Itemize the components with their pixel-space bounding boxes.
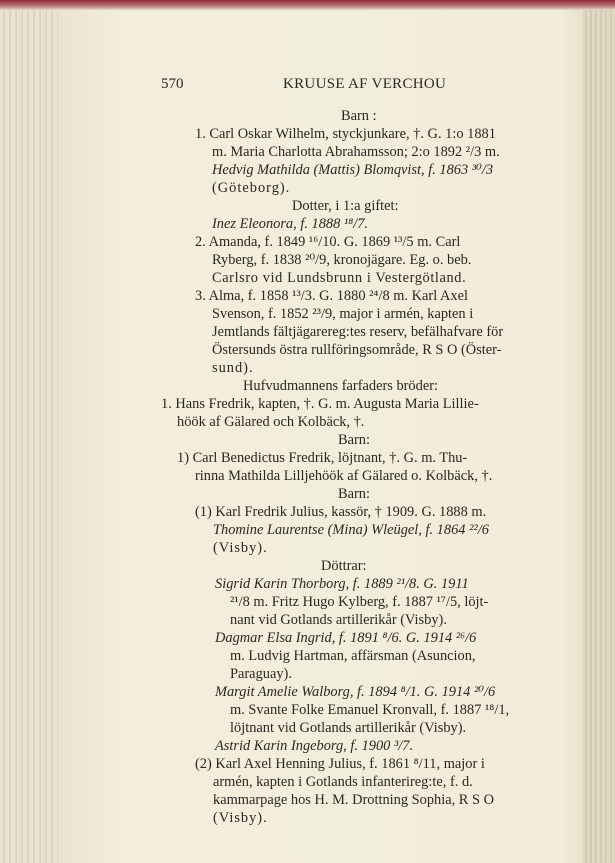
text-line: (1) Karl Fredrik Julius, kassör, † 1909. G. 1888 m. [195,504,487,520]
page-stack-left [0,10,58,863]
text-line: Margit Amelie Walborg, f. 1894 ⁸/1. G. 1914 ²⁰/6 [215,684,496,700]
text-line: sund). [212,360,254,376]
text-line: Ryberg, f. 1838 ²⁰/9, kronojägare. Eg. o. beb. [212,252,472,268]
text-line: 1. Hans Fredrik, kapten, †. G. m. Augusta Maria Lillie- [161,396,479,412]
text-line: Dagmar Elsa Ingrid, f. 1891 ⁸/6. G. 1914 ²⁶/6 [215,630,477,646]
text-line: Dotter, i 1:a giftet: [292,198,399,214]
text-line: m. Svante Folke Emanuel Kronvall, f. 1887 ¹⁸/1, [230,702,510,718]
page-stack-right [583,10,615,863]
text-line: Jemtlands fältjägarereg:tes reserv, befälhafvare för [212,324,504,340]
text-line: 3. Alma, f. 1858 ¹³/3. G. 1880 ²⁴/8 m. Karl Axel [195,288,468,304]
text-line: Barn : [341,108,377,124]
text-line: nant vid Gotlands artillerikår (Visby). [230,612,447,628]
text-line: Astrid Karin Ingeborg, f. 1900 ³/7. [215,738,414,754]
text-line: rinna Mathilda Lilljehöök af Gälared o. Kolbäck, †. [195,468,493,484]
text-line: Hufvudmannens farfaders bröder: [243,378,438,394]
text-line: höök af Gälared och Kolbäck, †. [177,414,365,430]
text-line: 1) Carl Benedictus Fredrik, löjtnant, †. G. m. Thu- [177,450,468,466]
text-line: Hedvig Mathilda (Mattis) Blomqvist, f. 1863 ³⁰/3 [212,162,494,178]
text-line: kammarpage hos H. M. Drottning Sophia, R S O [213,792,494,808]
text-line: (2) Karl Axel Henning Julius, f. 1861 ⁸/11, major i [195,756,485,772]
text-line: (Göteborg). [212,180,291,196]
text-line: Carlsro vid Lundsbrunn i Vestergötland. [212,270,467,286]
text-line: Östersunds östra rullföringsområde, R S O (Öster- [212,342,502,358]
text-line: Inez Eleonora, f. 1888 ¹⁸/7. [212,216,369,232]
text-line: (Visby). [213,810,268,826]
page-number: 570 [161,76,184,92]
text-line: m. Ludvig Hartman, affärsman (Asuncion, [230,648,476,664]
text-line: Barn: [338,432,370,448]
text-line: Paraguay). [230,666,292,682]
page-top-edge [0,0,615,10]
text-line: m. Maria Charlotta Abrahamsson; 2:o 1892 ²/3 m. [212,144,500,160]
text-line: (Visby). [213,540,268,556]
text-line: löjtnant vid Gotlands artillerikår (Visby). [230,720,467,736]
text-line: 1. Carl Oskar Wilhelm, styckjunkare, †. G. 1:o 1881 [195,126,496,142]
text-line: ²¹/8 m. Fritz Hugo Kylberg, f. 1887 ¹⁷/5, löjt- [230,594,489,610]
text-line: Svenson, f. 1852 ²³/9, major i armén, kapten i [212,306,474,322]
text-line: Barn: [338,486,370,502]
text-line: Sigrid Karin Thorborg, f. 1889 ²¹/8. G. 1911 [215,576,469,592]
running-head: KRUUSE AF VERCHOU [283,76,447,92]
text-line: 2. Amanda, f. 1849 ¹⁶/10. G. 1869 ¹³/5 m. Carl [195,234,461,250]
text-line: Döttrar: [321,558,367,574]
text-line: armén, kapten i Gotlands infanterireg:te, f. d. [213,774,473,790]
text-line: Thomine Laurentse (Mina) Wleügel, f. 1864 ²²/6 [213,522,489,538]
